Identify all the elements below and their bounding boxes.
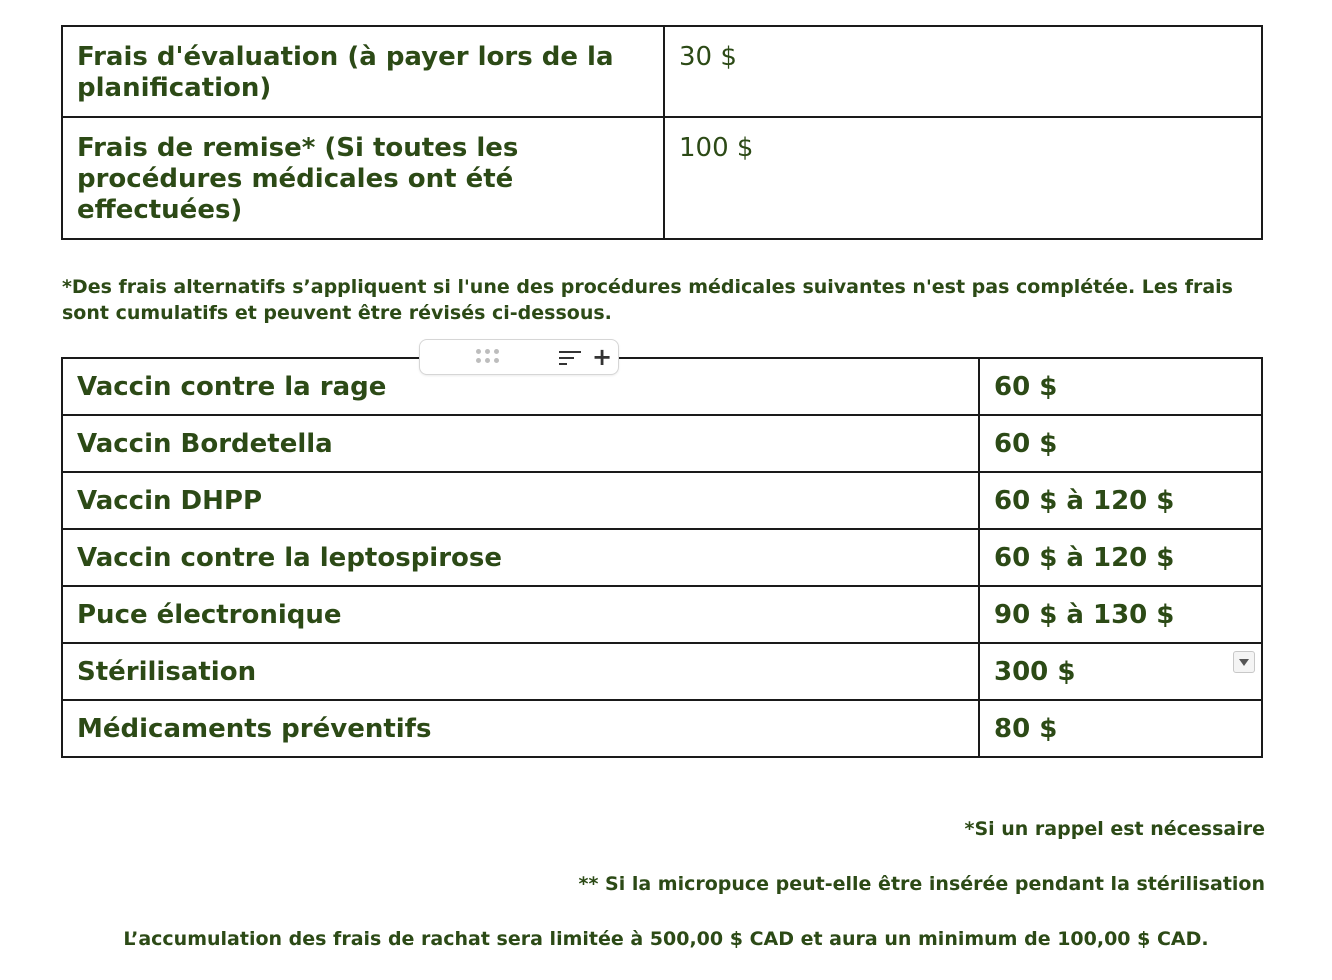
table-row bbox=[62, 586, 1262, 643]
procedure-price: 60 $ bbox=[979, 358, 1262, 415]
procedure-price: 300 $ bbox=[994, 656, 1076, 687]
fees-table bbox=[61, 25, 1263, 240]
table-row bbox=[62, 472, 1262, 529]
table-row bbox=[62, 643, 1262, 700]
accumulation-note: L’accumulation des frais de rachat sera limitée à 500,00 $ CAD et aura un minimum de 100,00 $ CAD. bbox=[123, 928, 1209, 950]
fee-row-remise bbox=[62, 117, 1262, 239]
cell-dropdown-icon[interactable] bbox=[1233, 651, 1255, 673]
table-row bbox=[62, 358, 1262, 415]
procedure-name: Médicaments préventifs bbox=[62, 700, 979, 757]
fee-row-evaluation bbox=[62, 26, 1262, 117]
procedures-table bbox=[61, 357, 1263, 758]
procedure-price: 60 $ à 120 $ bbox=[979, 529, 1262, 586]
procedure-name: Vaccin Bordetella bbox=[62, 415, 979, 472]
procedure-name: Vaccin contre la leptospirose bbox=[62, 529, 979, 586]
table-toolbar bbox=[419, 339, 619, 375]
procedure-price: 80 $ bbox=[979, 700, 1262, 757]
fee-value: 100 $ bbox=[664, 117, 1262, 239]
fee-label: Frais d'évaluation (à payer lors de la planification) bbox=[62, 26, 664, 117]
table-row bbox=[62, 529, 1262, 586]
table-row bbox=[62, 415, 1262, 472]
alternative-fees-note: *Des frais alternatifs s’appliquent si l'une des procédures médicales suivantes n'est pas complétée. Les frais sont cumulatifs et peuvent être révisés ci-dessous. bbox=[62, 276, 1233, 324]
procedure-price: 60 $ à 120 $ bbox=[979, 472, 1262, 529]
table-row bbox=[62, 700, 1262, 757]
fee-label: Frais de remise* (Si toutes les procédures médicales ont été effectuées) bbox=[62, 117, 664, 239]
procedure-name: Vaccin DHPP bbox=[62, 472, 979, 529]
fee-value: 30 $ bbox=[664, 26, 1262, 117]
drag-handle-icon[interactable] bbox=[476, 349, 502, 365]
procedure-price: 60 $ bbox=[979, 415, 1262, 472]
procedure-name: Vaccin contre la rage bbox=[62, 358, 979, 415]
procedure-price: 90 $ à 130 $ bbox=[979, 586, 1262, 643]
plus-icon[interactable]: + bbox=[591, 343, 613, 371]
procedure-price-cell bbox=[979, 643, 1262, 700]
procedure-name: Puce électronique bbox=[62, 586, 979, 643]
microchip-footnote: ** Si la micropuce peut-elle être insérée pendant la stérilisation bbox=[578, 873, 1265, 895]
booster-footnote: *Si un rappel est nécessaire bbox=[964, 818, 1265, 840]
sort-icon[interactable] bbox=[559, 350, 581, 366]
procedure-name: Stérilisation bbox=[62, 643, 979, 700]
